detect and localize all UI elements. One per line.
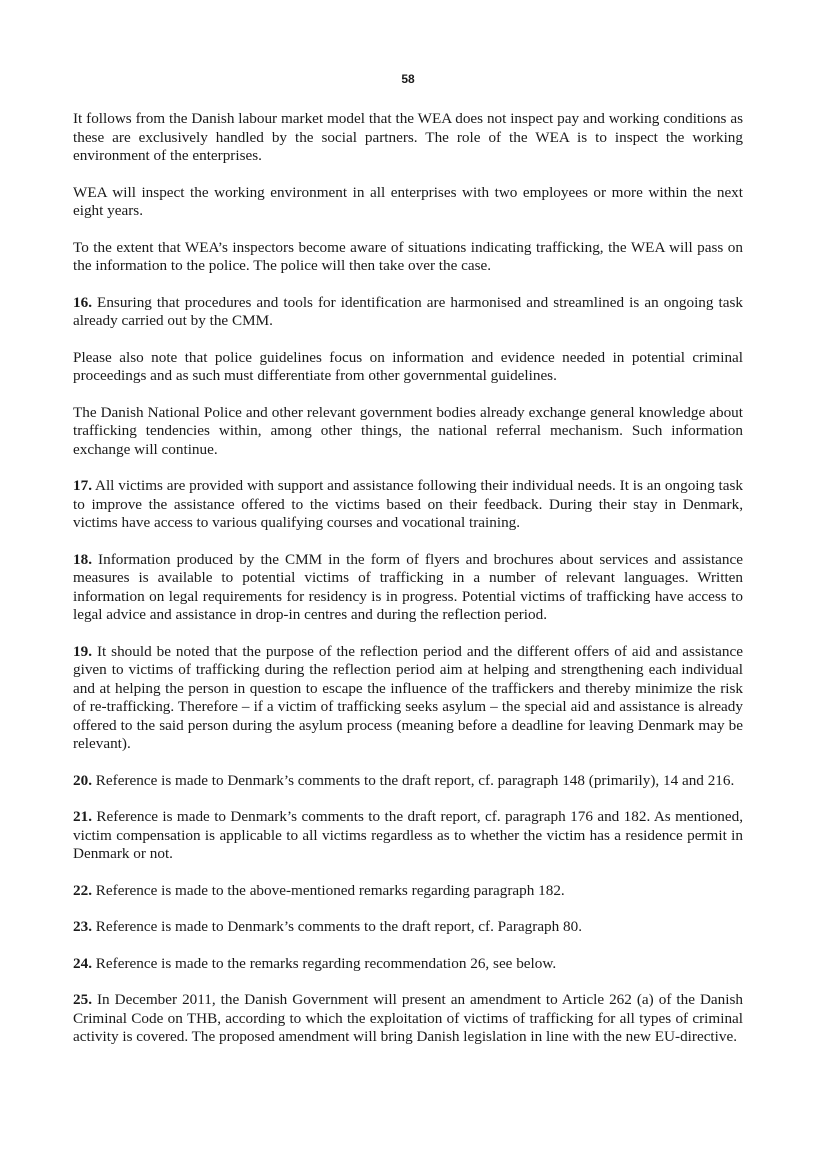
paragraph-number: 21. — [73, 808, 92, 825]
paragraph-text: WEA will inspect the working environment in all enterprises with two employees or more within the next eight years. — [73, 183, 743, 219]
paragraph-15 — [73, 991, 743, 1047]
page-number: 58 — [401, 72, 415, 86]
body-text — [73, 110, 743, 1065]
paragraph-text: Reference is made to Denmark’s comments to the draft report, cf. paragraph 176 and 182. As mentioned, victim compensation is applicable to all victims regardless as to whether the victim has a residence permit in Denmark or not. — [73, 808, 744, 862]
document-page — [73, 0, 743, 1169]
paragraph-number: 23. — [73, 918, 92, 935]
paragraph-number: 16. — [73, 293, 92, 311]
paragraph-10 — [73, 772, 743, 791]
paragraph-text: It follows from the Danish labour market model that the WEA does not inspect pay and working conditions as these are exclusively handled by the social partners. The role of the WEA is to inspect the working environment of the enterprises. — [73, 110, 743, 164]
paragraph-number: 25. — [73, 991, 92, 1008]
paragraph-text: Reference is made to the above-mentioned remarks regarding paragraph 182. — [95, 881, 565, 899]
paragraph-number: 17. — [73, 477, 92, 494]
paragraph-number: 19. — [73, 642, 92, 660]
paragraph-text: Information produced by the CMM in the form of flyers and brochures about services and assistance measures is available to potential victims of trafficking in a number of relevant languages. Written information on legal requirements for residency is in progress. Potential victims of trafficking have access to legal advice and assistance in drop-in centres and during the reflection period. — [73, 550, 743, 623]
paragraph-9 — [73, 643, 743, 754]
paragraph-8 — [73, 551, 743, 625]
paragraph-11 — [73, 808, 743, 864]
paragraph-6 — [73, 404, 743, 460]
paragraph-3 — [73, 239, 743, 276]
paragraph-number: 22. — [73, 881, 92, 899]
paragraph-5 — [73, 349, 743, 386]
paragraph-text: It should be noted that the purpose of the reflection period and the different offers of aid and assistance given to victims of trafficking during the reflection period aim at helping and strengthening each individual and at helping the person in question to escape the influence of the traffickers and thereby minimize the risk of re-trafficking. Therefore – if a victim of trafficking seeks asylum – the special aid and assistance is already offered to the said person during the asylum process (meaning before a deadline for leaving Denmark may be relevant). — [73, 642, 743, 752]
paragraph-text: Reference is made to Denmark’s comments to the draft report, cf. Paragraph 80. — [95, 918, 583, 935]
paragraph-1 — [73, 110, 743, 166]
paragraph-text: The Danish National Police and other relevant government bodies already exchange general knowledge about trafficking tendencies within, among other things, the national referral mechanism. Such information exchange will continue. — [73, 403, 743, 458]
paragraph-text: Reference is made to the remarks regarding recommendation 26, see below. — [95, 954, 557, 972]
paragraph-text: All victims are provided with support and assistance following their individual needs. It is an ongoing task to improve the assistance offered to the victims based on their feedback. During their stay in Denmark, victims have access to various qualifying courses and vocational training. — [73, 477, 743, 531]
paragraph-13 — [73, 918, 743, 937]
paragraph-number: 20. — [73, 771, 92, 789]
paragraph-number: 18. — [73, 550, 92, 568]
paragraph-2 — [73, 184, 743, 221]
paragraph-text: To the extent that WEA’s inspectors become aware of situations indicating trafficking, the WEA will pass on the information to the police. The police will then take over the case. — [73, 238, 743, 274]
paragraph-14 — [73, 955, 743, 974]
paragraph-number: 24. — [73, 954, 92, 972]
paragraph-text: Please also note that police guidelines focus on information and evidence needed in potential criminal proceedings and as such must differentiate from other governmental guidelines. — [73, 348, 743, 384]
paragraph-7 — [73, 477, 743, 533]
paragraph-12 — [73, 882, 743, 901]
paragraph-text: In December 2011, the Danish Government will present an amendment to Article 262 (a) of the Danish Criminal Code on THB, according to which the exploitation of victims of trafficking for all types of criminal activity is covered. The proposed amendment will bring Danish legislation in line with the new EU-directive. — [73, 991, 743, 1045]
paragraph-4 — [73, 294, 743, 331]
paragraph-text: Ensuring that procedures and tools for identification are harmonised and streamlined is an ongoing task already carried out by the CMM. — [73, 293, 744, 329]
paragraph-text: Reference is made to Denmark’s comments to the draft report, cf. paragraph 148 (primarily), 14 and 216. — [95, 771, 735, 789]
